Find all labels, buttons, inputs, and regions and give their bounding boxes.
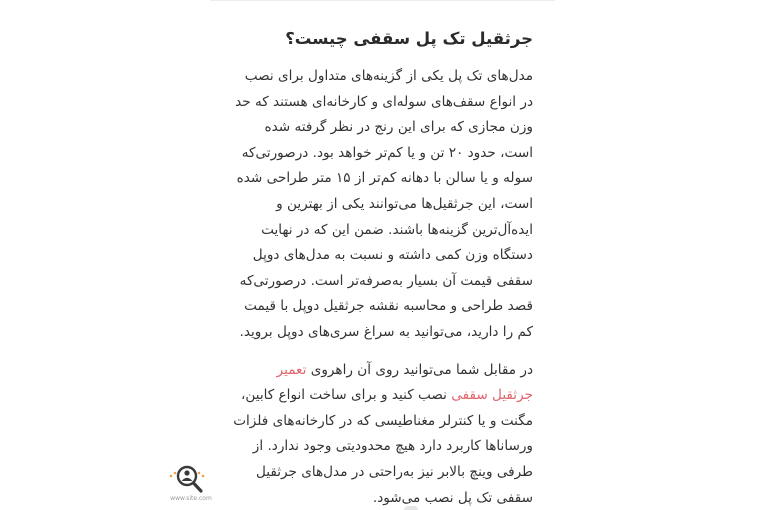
site-watermark [168, 462, 214, 502]
bottom-faint-mark [404, 506, 418, 510]
crane-repair-link[interactable]: تعمیر جرثقیل سقفی [276, 361, 533, 404]
magnifier-logo-icon [168, 462, 214, 496]
top-divider [210, 0, 555, 1]
paragraph-second [232, 358, 533, 510]
paragraph-second-text-start: در مقابل شما می‌توانید روی آن راهروی [306, 361, 533, 378]
section-heading: جرثقیل تک پل سقفی چیست؟ [285, 29, 533, 48]
paragraph-second-text-end: نصب کنید و برای ساخت انواع کابین، مگنت و یا کنترلر مغناطیسی که در کارخانه‌های فلزات ورسانا‌ها کاربرد دارد هیچ محدودیتی وجود ندارد. از طرفی وینچ بالابر نیز به‌راحتی در مدل‌های جرثقیل سقفی تک پل نصب می‌شود. [233, 387, 533, 506]
article-section [232, 24, 533, 510]
paragraph-intro: مدل‌های تک پل یکی از گزینه‌های متداول برای نصب در انواع سقف‌های سوله‌ای و کارخانه‌ای هستند که حد وزن مجازی که برای این رنج در نظر گرفته شده است، حدود ۲۰ تن و یا کم‌تر خواهد بود. درصورتی‌که سوله و یا سالن با دهانه کم‌تر از ۱۵ متر طراحی شده است، این جرثقیل‌ها می‌توانند یکی از بهترین و ایده‌آل‌ترین گزینه‌ها باشند. ضمن این که در نهایت دستگاه وزن کمی داشته و نسبت به مدل‌های دوپل سقفی قیمت آن بسیار به‌صرفه‌تر است. درصورتی‌که قصد طراحی و محاسبه نقشه جرثقیل دوپل با قیمت کم را دارید، می‌توانید به سراغ سری‌های دوپل بروید. [235, 68, 533, 340]
watermark-caption: www.site.com [170, 495, 212, 502]
